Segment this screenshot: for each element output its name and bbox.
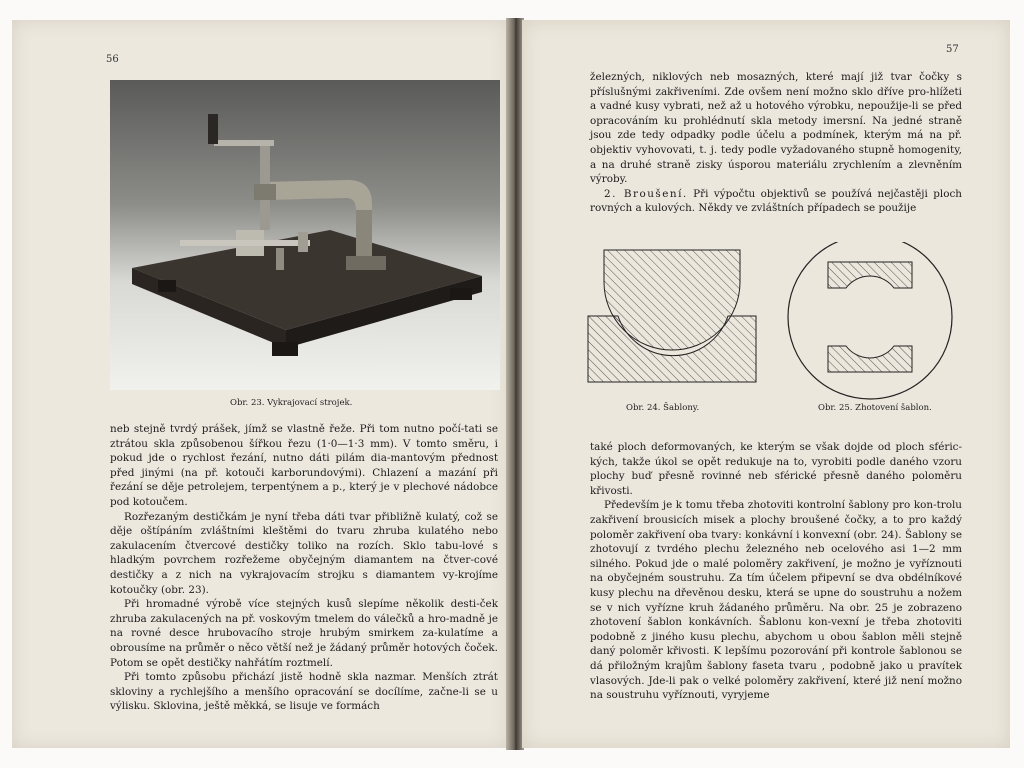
right-paragraph-2: také ploch deformovaných, ke kterým se však dojde od ploch sféric-kých, takže úkol se opět redukuje na to, vyrobiti podle daného vzoru plochy buď přesně rovinné neb sférické přesně daného poloměru křivosti.	[590, 441, 962, 497]
right-page-bottom-text	[590, 440, 962, 703]
section-heading: 2. Broušení.	[604, 187, 688, 200]
right-page	[522, 20, 1010, 748]
left-paragraph-2: Rozřezaným destičkám je nyní třeba dáti tvar přibližně kulatý, což se děje oštípáním zvláštními kleštěmi do tvaru zhruba kulatého nebo zakulacením čtvercové destičky toliko na rozích. Sklo tabu-lové s hladkým povrchem rozřežeme obyčejným diamantem na čtver-cové destičky a z nich na vykrajovacím strojku s diamantem vy-krojíme kotoučky (obr. 23).	[110, 510, 498, 596]
machine-illustration	[110, 80, 500, 390]
right-paragraph-3: Především je k tomu třeba zhotoviti kontrolní šablony pro kon-trolu zakřivení brousicích misek a plochy broušené čočky, a to pro každý poloměr zakřivení oba tvary: konkávní i konvexní (obr. 24). Šablony se zhotovují z tvrdého plechu železného neb ocelového asi 1—2 mm silného. Pokud jde o malé poloměry zakřivení, je možno je vyříznouti na obyčejném soustruhu. Za tím účelem připevní se dva obdélníkové kusy plechu na dřevěnou desku, která se upne do soustruhu a nožem se v nich vyřízne kruh žádaného průměru. Na obr. 25 je zobrazeno zhotovení šablon konkávních. Šablonu kon-vexní je třeba zhotoviti podobně z jiného kusu plechu, abychom u obou šablon měli stejně daný poloměr křivosti. K lepšímu pozorování při kontrole šablonou se dá přiložným krajům šablony faseta tvaru , podobně jako u pravítek vlasových. Jde-li pak o velké poloměry zakřivení, které již není možno na soustruhu vyříznouti, vyryjeme	[590, 499, 962, 702]
concave-template-lower	[828, 346, 912, 372]
left-paragraph-4: Při tomto způsobu přichází jistě hodně skla nazmar. Menších ztrát skloviny a rychlejšího a menšího opracování se docílíme, začne-li se u výlisku. Sklovina, ještě měkká, se lisuje ve formách	[110, 671, 498, 713]
page-number-left: 56	[106, 54, 119, 65]
section-text: Při výpočtu objektivů se používá nejčastěji ploch rovných a kulových. Někdy ve zvláštních případech se použije	[590, 187, 962, 215]
section-2-paragraph	[590, 187, 962, 216]
template-diagrams	[582, 242, 982, 422]
figure-24-caption: Obr. 24. Šablony.	[626, 403, 700, 413]
left-page	[12, 20, 508, 748]
cutting-machine-photo	[110, 80, 500, 390]
left-paragraph-3: Při hromadné výrobě více stejných kusů slepíme několik desti-ček zhruba zakulacených na př. voskovým tmelem do válečků a hro-madně je na rovné desce hrubovacího stroje hrubým smirkem za-kulatíme a obrousíme na průměr o něco větší než je žádaný průměr hotových čoček. Potom se opět destičky nahřátím roztmelí.	[110, 598, 498, 669]
left-page-body	[110, 422, 498, 714]
left-paragraph-1: neb stejně tvrdý prášek, jímž se vlastně řeže. Při tom nutno počí-tati se ztrátou skla způsobenou šířkou řezu (1·0—1·3 mm). V tomto směru, i pokud jde o rychlost řezání, nutno dáti pilám dia-mantovým přednost před jinými (na př. kotouči karborundovými). Chlazení a mazání při řezání se děje petrolejem, terpentýnem a p., který je v plechové nádobce pod kotoučem.	[110, 423, 498, 508]
figure-25-caption: Obr. 25. Zhotovení šablon.	[818, 403, 932, 413]
right-paragraph-1: železných, niklových neb mosazných, které mají již tvar čočky s příslušnými zakřiveními. Zde ovšem není možno sklo dříve pro-hlížeti a vadné kusy vybrati, než až u hotového výrobku, nepoužije-li se před opracováním ku prohlédnutí skla metody imersní. Na jedné straně jsou zde tedy odpadky podle účelu a podmínek, kterým má na př. objektiv vyhovovati, t. j. tedy podle vyžadovaného stupně homogenity, a na druhé straně zisky úsporou materiálu zrychlením a zlevněním výroby.	[590, 71, 962, 186]
page-number-right: 57	[946, 44, 959, 55]
right-page-top-text	[590, 70, 962, 216]
figure-23-caption: Obr. 23. Vykrajovací strojek.	[230, 398, 353, 408]
concave-template-upper	[828, 262, 912, 288]
